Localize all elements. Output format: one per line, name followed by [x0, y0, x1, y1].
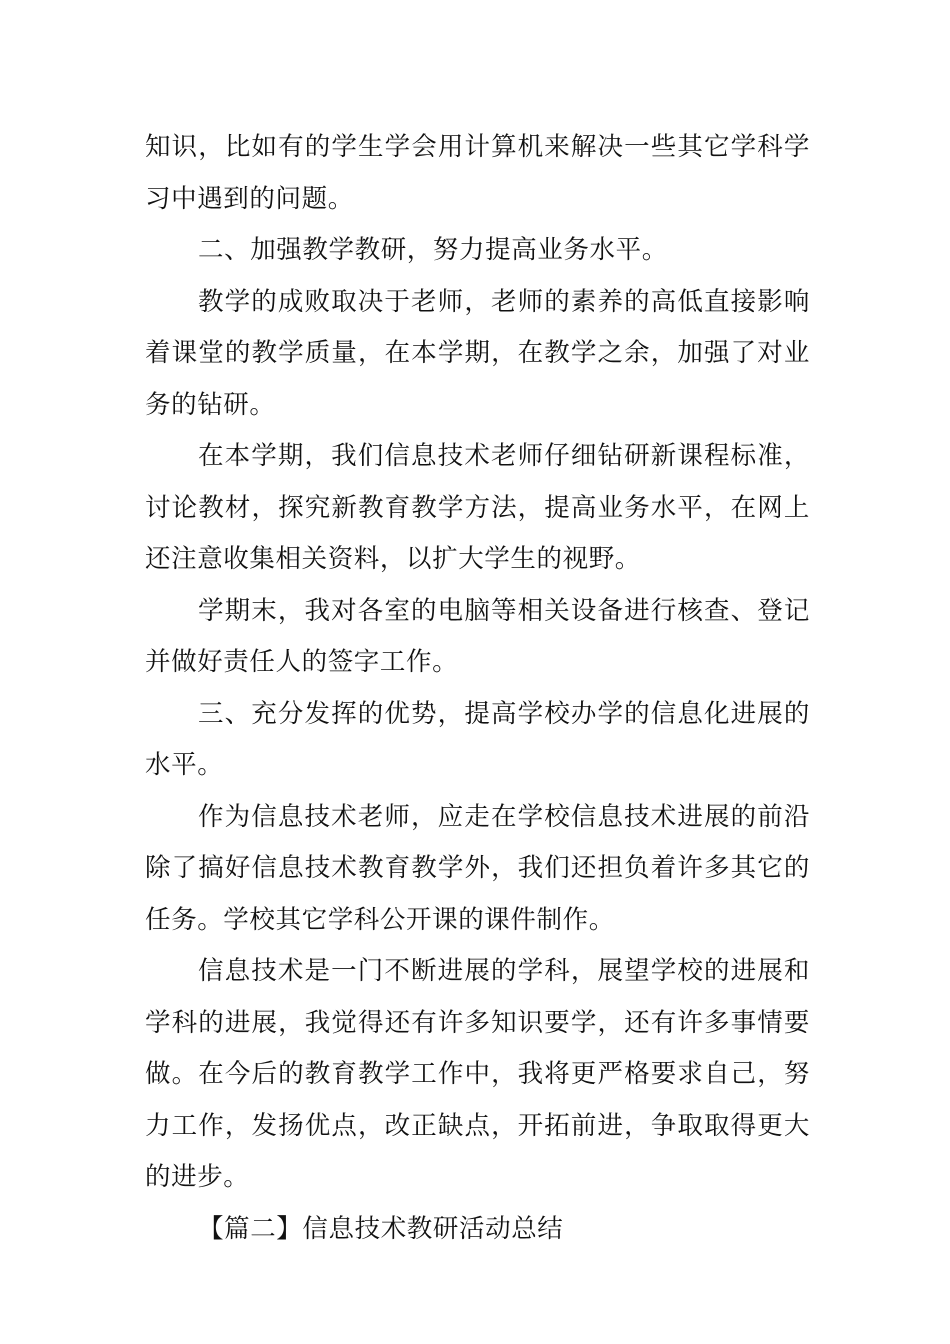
heading-section-three: 三、充分发挥的优势，提高学校办学的信息化进展的水平。	[145, 698, 810, 780]
paragraph-continuation: 知识，比如有的学生学会用计算机来解决一些其它学科学习中遇到的问题。	[145, 132, 810, 214]
paragraph-teacher-role: 作为信息技术老师，应走在学校信息技术进展的前沿除了搞好信息技术教育教学外，我们还担负着许多其它的任务。学校其它学科公开课的课件制作。	[145, 801, 810, 935]
paragraph-curriculum-study: 在本学期，我们信息技术老师仔细钻研新课程标准，讨论教材，探究新教育教学方法，提高业务水平，在网上还注意收集相关资料，以扩大学生的视野。	[145, 441, 810, 574]
section-title-part-two: 【篇二】信息技术教研活动总结	[198, 1213, 564, 1244]
paragraph-equipment-check: 学期末，我对各室的电脑等相关设备进行核查、登记并做好责任人的签字工作。	[145, 595, 810, 677]
paragraph-teaching-quality: 教学的成败取决于老师，老师的素养的高低直接影响着课堂的教学质量，在本学期，在教学之余，加强了对业务的钻研。	[145, 286, 810, 420]
paragraph-outlook: 信息技术是一门不断进展的学科，展望学校的进展和学科的进展，我觉得还有许多知识要学，还有许多事情要做。在今后的教育教学工作中，我将更严格要求自己，努力工作，发扬优点，改正缺点，开拓前进，争取取得更大的进步。	[145, 956, 810, 1192]
heading-section-two: 二、加强教学教研，努力提高业务水平。	[198, 235, 668, 265]
document-body	[145, 122, 810, 1255]
